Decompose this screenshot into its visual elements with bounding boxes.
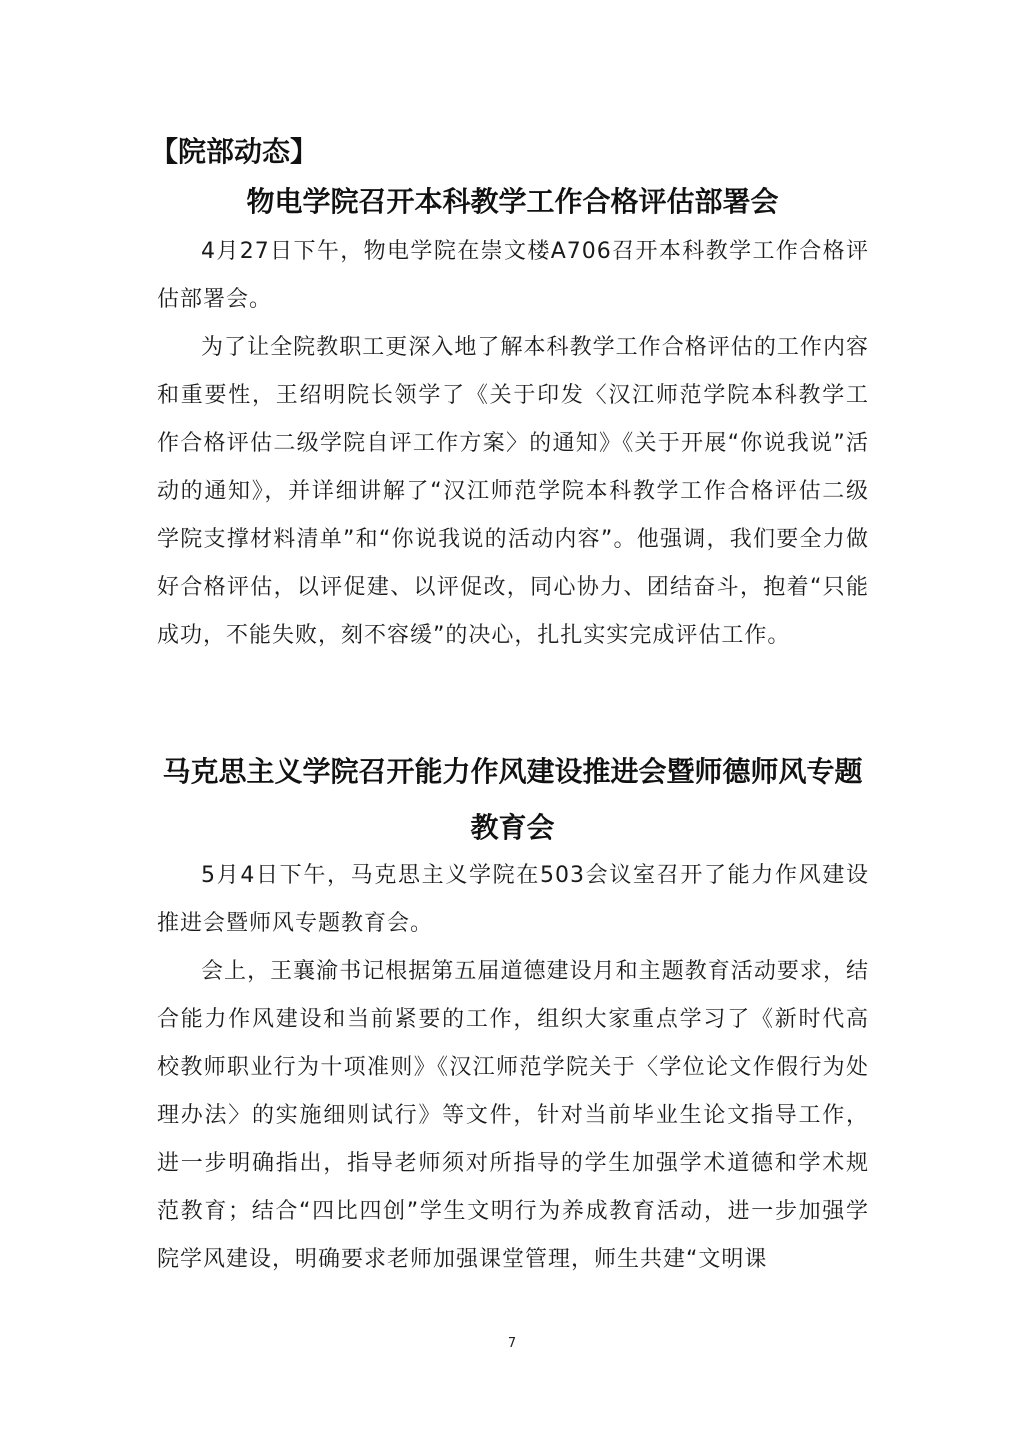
article-paragraph: 5月4日下午，马克思主义学院在503会议室召开了能力作风建设推进会暨师风专题教育会。: [157, 863, 869, 936]
article-paragraph: 为了让全院教职工更深入地了解本科教学工作合格评估的工作内容和重要性，王绍明院长领学了《关于印发〈汉江师范学院本科教学工作合格评估二级学院自评工作方案〉的通知》《关于开展“你说我说”活动的通知》，并详细讲解了“汉江师范学院本科教学工作合格评估二级学院支撑材料清单”和“你说我说的活动内容”。他强调，我们要全力做好合格评估，以评促建、以评促改，同心协力、团结奋斗，抱着“只能成功，不能失败，刻不容缓”的决心，扎扎实实完成评估工作。: [157, 335, 869, 648]
section-tag: 【院部动态】: [150, 135, 319, 168]
article-paragraph: 4月27日下午，物电学院在崇文楼A706召开本科教学工作合格评估部署会。: [157, 239, 869, 312]
article-title: 物电学院召开本科教学工作合格评估部署会: [246, 185, 779, 218]
article-title: 马克思主义学院召开能力作风建设推进会暨师德师风专题教育会: [162, 755, 863, 844]
page-number: 7: [507, 1336, 517, 1351]
article-paragraph: 会上，王襄渝书记根据第五届道德建设月和主题教育活动要求，结合能力作风建设和当前紧要的工作，组织大家重点学习了《新时代高校教师职业行为十项准则》《汉江师范学院关于〈学位论文作假行为处理办法〉的实施细则试行》等文件，针对当前毕业生论文指导工作，进一步明确指出，指导老师须对所指导的学生加强学术道德和学术规范教育；结合“四比四创”学生文明行为养成教育活动，进一步加强学院学风建设，明确要求老师加强课堂管理，师生共建“文明课: [157, 959, 869, 1272]
